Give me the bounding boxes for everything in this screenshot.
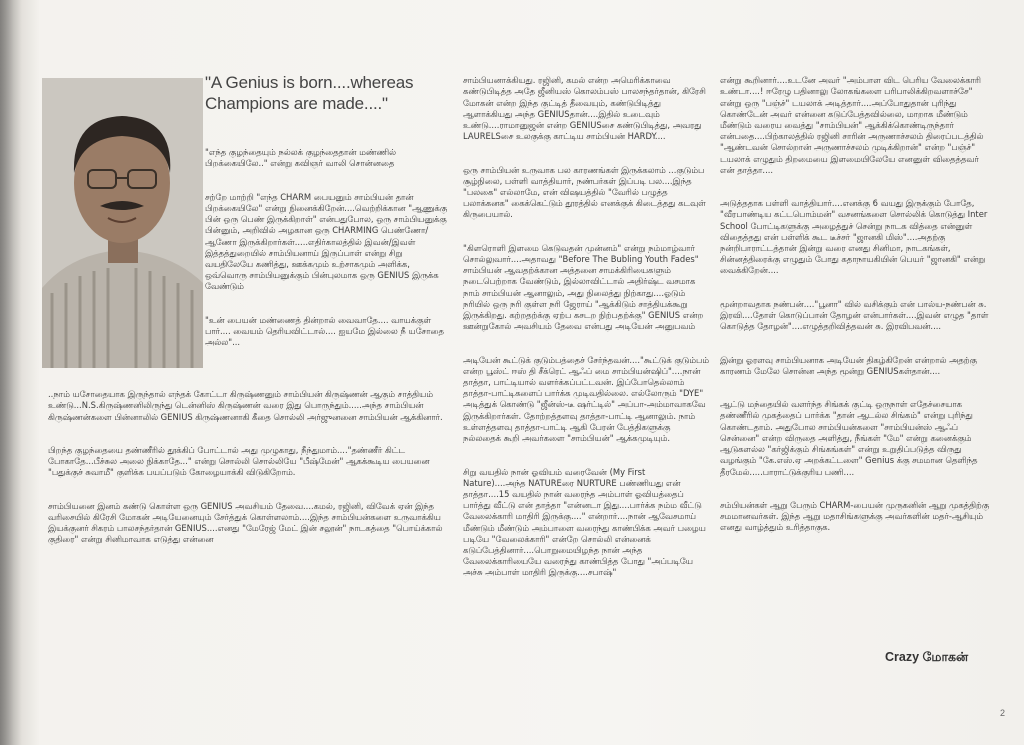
page-number: 2 [1000,708,1006,718]
column-3 [720,64,990,659]
paragraph: மூன்றாவதாக நண்பன்...."பூனா" வில் வசிக்கும் என் பால்ய-நண்பன் சு. இரவி....தோள் கொடுப்பான் தோழன் என்பார்கள்....இவன் எழுத "தாள் கொடுத்த தோழன்"....எழுத்தறிவித்தவன் சு. இரவிபவன்.... [720,298,989,332]
paragraph: சாம்பியனாக்கியது. ரஜினி, கமல் என்ற அமெரிக்காவை கண்டுபிடித்த அதே ஜீனியஸ் கொலம்பஸ் பாலசந்தர்தான், கிரேசி மோகன் என்ற இந்த குட்டித் தீவையும், கண்டுபிடித்து ஆளாக்கியது அந்த GENIUSதான்....இதில் உடைவும் உண்டு....ராமானுஜன் என்ற GENIUSசை கண்டுபிடித்து, அவரது LAURELSசை உலகுக்கு காட்டிய சாம்பியன் HARDY.... [463,75,706,142]
column-1-top [205,136,450,371]
paragraph: "உன் பையன் மண்ணைத் தின்றால் வைவாதே.... வாயக்குள் பார்.... வையம் தெரியவிட்டால்.... ஐயமே இல்லை நீ யசோதை அல்ல"... [205,314,444,348]
paragraph: என்று கூறினார்....உடனே அவர் "அம்பாள விட பெரிய வேலைக்காரி உண்டா....! ஈரேழு பதினாலு லோகங்களை பரிபாலிக்கிறவளாச்சே" என்று ஒரு "பஞ்ச்" டயலாக் அடித்தார்....அப்போதுதான் புரிந்து கொண்டேன் அவர் என்னை கடுப்பேத்தவில்லை, மாறாக மீண்டும் மீண்டும் வரைய வைத்து "சாம்பியன்" ஆக்கிக்கொண்டிருந்தார் என்பதை....பிற்காலத்தில் ரஜினி சாரின் அருணாச்சலம் திரைப்படத்தில் "ஆண்டவன் சொல்றான் அருணாச்சலம் முடிக்கிறான்" என்ற "பஞ்ச்" டயலாக் எழுதும் திறமையை இளமையிலேயே எனனுள் விதைத்தவர் என் தாத்தா.... [720,75,984,175]
author-portrait-image [42,78,203,368]
paragraph: அடியேன் கூட்டுக் குடும்பத்தைச் சேர்ந்தவன்...."கூட்டுக் குடும்பம் என்ற பூஸ்ட் ஈஸ் தி சீக்ரெட் ஆஃப் மை சாம்பியன்ஷிப்"....நான் தாத்தா, பாட்டியால் வளர்க்கப்பட்டவன். இப்போதெல்லாம் தாத்தா-பாட்டிகளைப் பார்க்க முடிவதில்லை. எல்லோரும் "DYE" அடித்துக் கொண்டு "ஜீன்ஸ்-டீ ஷர்ட்டில்" அப்பா-அம்மாவாகவே இருக்கிறார்கள். தோற்றத்தளவு தாத்தா-பாட்டி ஆனாலும். நாம் உள்ளத்தளவு தாத்தா-பாட்டி ஆகி பேரன் பேத்திகளுக்கு நல்லதைக் கூறி அவர்களை "சாம்பியன்" ஆக்கமுடியும். [463,354,709,444]
paragraph: "எந்த குழந்தையும் நல்லக் குழந்தைதான் மண்ணில் பிறக்கையிலே.." என்று கவிஞர் வாலி சொன்னதை [205,147,396,169]
paragraph: அடுத்ததாக பள்ளி வாத்தியார்....எனக்கு 6 வயது இருக்கும் போதே, "வீரபாண்டிய கட்டபொம்மன்" வசனங்களை சொல்லிக் கொடுத்து Inter School போட்டிகளுக்கு அழைத்துச் சென்று நாடக வித்தை என்னுள் விதைத்தது என் பள்ளிக் கூட டீச்சர் "ஜானகி மிஸ்"....அதற்கு நன்றிபாராட்டத்தான் இன்று வரை எனது சினிமா, நாடகங்கள், சின்னத்திரைக்கு எழுதும் போது கதாநாயகியின் பெயர் "ஜானகி" என்று வைக்கிறேன்.... [720,198,988,276]
column-2 [463,64,709,740]
paragraph: "கிளரொளி இளமை கெடுவதன் முன்னம்" என்று நம்மாழ்வார் சொல்லுவார்....அதாவது "Before The Bubling Youth Fades" சாம்பியன் ஆவதற்க்கான அத்தனை சாமக்கிரியைகளும் நடைபெற்றாக வேண்டும், இல்லாவிட்டால் அதிர்ஷ்ட வசமாக நாம் சாம்பியன் ஆனாலும், அது நிலைத்து நிற்காது....ஓடும் நரியில் ஒரு நரி குள்ள நரி ஜேராய் "ஆக்கிடும் சாத்தியக்கூறு இருக்கிறது. கற்றதற்க்கு ஏற்ப கசடற நிற்பதற்க்கு" GENIUS என்ற ஊன்றுகோல் அவசியம் தேவை என்பது அடியேன் அனுபவம் [463,242,704,332]
paragraph: சம்பியன்கள் ஆறு பேரும் CHARM-பையன் முருகனின் ஆறு முகத்திற்கு சமமானவர்கள். இந்த ஆறு மதாசிங்களுக்கு அவர்களின் மதர்-ஆசியும் எனது வாழ்த்தும் உரித்தாகுக. [720,499,990,533]
article-headline: "A Genius is born....whereas Champions are made...." [205,73,414,113]
column-1-bottom [48,378,443,738]
spine-shadow [0,0,22,745]
paragraph: ஒரு சாம்பியன் உருவாக பல காரணங்கள் இருக்கலாம் ...குடும்ப சூழ்நிலை, பள்ளி வாத்தியார், நண்பர்கள் இப்படி பல....இந்த "பலகை" எல்லாமே, என் விஷயத்தில் "வேரில் பழுத்த பலாக்கனக" கைக்கெட்டும் தூரத்தில் எனக்குக் கிடைத்தது கடவுள் கிருபையால். [463,164,706,220]
paragraph: சாம்பியனை இனம் கண்டு கொள்ள ஒரு GENIUS அவசியம் தேவை....கமல், ரஜினி, விவேக் ஏன் இந்த வரிசையில் கிரேசி மோகன் அடியேனையும் சேர்த்துக் கொள்ளலாம்....இந்த சாம்பியன்களை உருவாக்கிய இயக்குனர் சிகரம் பாலசந்தர்தான் GENIUS....எனது "மேரேஜ் மேட் இன் சலூன்" நாடகத்தை "பொய்க்கால் குதிரை" என்று சினிமாவாக எடுத்து என்னை [48,500,443,545]
paragraph: ஆட்டு மந்தையில் வளர்ந்த சிங்கக் குட்டி ஒருநாள் எதேச்சையாக தண்ணீரில் முகத்தைப் பார்க்க "தான் ஆடல்ல சிங்கம்" என்று புரிந்து கொண்டதாம். அதுபோல சாம்பியன்களை "சாம்பியன்ஸ் ஆஃப் சென்னை" என்ற விருதை அளித்து, நீங்கள் "மே" என்று கனைக்கும் ஆடுகளல்ல "கர்ஜிக்கும் சிங்கங்கள்" என்று உறுதிப்படுத்த விருது வழங்கும் "கே.எஸ்.ஏ அறக்கட்டளை" Genius க்கு சமமான தெளிந்த தீரமேல்.....பாராட்டுக்குரிய பணி.... [720,399,978,477]
paragraph: சிறு வயதில் நான் ஓவியம் வரைவேன் (My First Nature)....அந்த NATUREரை NURTURE பண்ணியது என் தாத்தா....15 வயதில் நான் வரைந்த அம்பாள் ஓவியத்தைப் பார்த்து வீட்டு என் தாத்தா "என்னடா இது....பார்க்க நம்ம வீட்டு வேலைக்காரி மாதிரி இருக்கு...." என்றார்....நான் ஆவேசமாய் மீண்டும் மீண்டும் அம்பாளை வரைந்து காண்பிக்க அவர் பழைய படியே "வேலைக்காரி" என்றே சொல்லி என்னைக் கடுப்பேத்தினார்....பொறுமையிழந்த நான் அந்த வேலைக்காரியையே வரைந்து காண்பித்த போது "அப்படியே அச்சு அம்பாள் மாதிரி இருக்கு....சபாஷ்" [463,466,706,578]
paragraph: ..நாம் யசோதையாக இருந்தால் எந்தக் கோட்டா கிருஷ்ணனும் சாம்பியன் கிருஷ்ணன் ஆகும் சாத்தியம் உண்டு...N.S.கிருஷ்ணனிலிருந்து டென்னிஸ் கிருஷ்ணன் வரை இது பொருந்தும்.....அந்த சாம்பியன் கிருஷ்ணன்களை பின்னாலில் GENIUS கிருஷ்ணனாகி கீதை சொல்லி அர்ஜுனனை சாம்பியன் ஆக்கினார். [48,389,443,422]
paragraph: பிறந்த குழந்தையை தண்ணீரில் தூக்கிப் போட்டால் அது முழுகாது, நீந்துமாம்...."தண்ணீர் கிட்ட போகாதே...பீச்சுல அலை நிக்காதே..." என்று சொல்லி சொல்லியே "பீஷ்மேன்" ஆகக்கூடிய பையனை "பதுக்குச் சுவாமீ" குளிக்க பயப்படும் கோழையாக்கி விடுகிறோம். [48,445,430,478]
author-signature: Crazy மோகன் [885,650,969,664]
author-photo [42,78,203,368]
paragraph: சற்றே மாற்றி "எந்த CHARM பையனும் சாம்பியன் தான் பிறக்கையிலே" என்று நினைக்கிறேன்....வெற்றிக்கான "ஆணுக்கு பின் ஒரு பெண் இருக்கிறாள்" என்பதுபோல, ஒரு சாம்பியனுக்கு பின்னும், அறிவில் அழகான ஒரு CHARMING பெண்ணோ/ஆணோ இருக்கிறார்கள்.....எதிர்காலத்தில் இவன்/இவள் இத்தத்துறையில் சாம்பியனாய் இருப்பாள் என்று சிறு வயதிலேயே கணித்து, ஊக்கமும் உற்சாகமும் அளிக்க, ஒவ்வொரு சாம்பியனுக்கும் பின்புலமாக ஒரு GENIUS இருக்க வேண்டும் [205,191,448,292]
paragraph: இன்று ஓரளவு சாம்பியனாக அடியேன் திகழ்கிறேன் என்றால் அதற்கு காரணம் மேலே சொன்ன அந்த மூன்று GENIUSகள்தான்.... [720,354,977,376]
